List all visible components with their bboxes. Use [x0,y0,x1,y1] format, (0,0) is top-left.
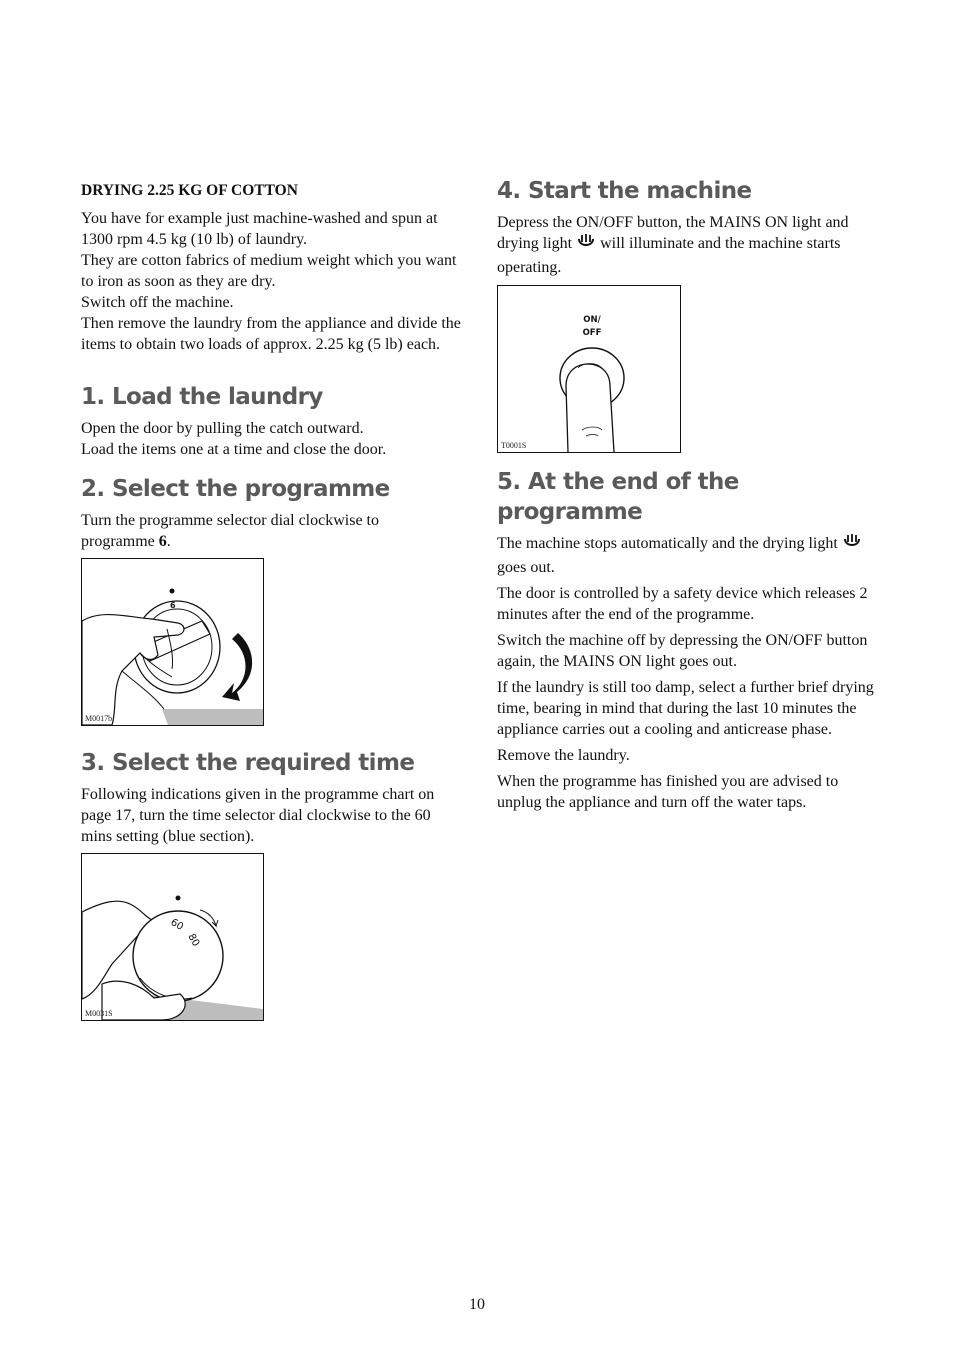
step4-heading: 4. Start the machine [497,178,752,204]
step2-text-before: Turn the programme selector dial clockwise to programme [81,512,379,550]
programme-dial-label: 6 [170,601,176,610]
time-dial-label-60: 60 [168,917,186,933]
step2-text-after: . [166,533,171,550]
time-dial-figure [81,853,264,1021]
button-label-on: ON/ [583,315,601,325]
drying-light-icon [842,533,862,557]
step1-heading: 1. Load the laundry [81,384,323,410]
step5-paragraph-6: When the programme has finished you are advised to unplug the appliance and turn off the water taps. [497,773,839,811]
right-column [497,176,879,813]
figure-code-t0001s: T0001S [501,441,527,450]
step4-text-after: will illuminate and the machine starts operating. [497,235,841,276]
on-off-button-illustration [498,286,680,452]
step5-paragraph-2: The door is controlled by a safety device which releases 2 minutes after the end of the programme. [497,585,868,623]
step4-text [497,212,879,278]
step5-paragraph-4: If the laundry is still too damp, select a further brief drying time, bearing in mind that during the last 10 minutes the appliance carries out a cooling and anticrease phase. [497,679,874,738]
left-column [81,182,461,1021]
step5-heading: 5. At the end of the programme [497,469,739,525]
time-dial-illustration [82,854,263,1020]
on-off-button-figure [497,285,681,453]
step5-paragraph-5: Remove the laundry. [497,747,630,764]
step5-p1-before: The machine stops automatically and the drying light [497,535,842,552]
step4-text-before: Depress the ON/OFF button, the MAINS ON light and drying light [497,214,849,252]
step3-text: Following indications given in the programme chart on page 17, turn the time selector dial clockwise to the 60 mins setting (blue section). [81,786,435,845]
step5-body [497,533,879,813]
page-number: 10 [469,1296,485,1313]
programme-dial-figure [81,558,264,726]
drying-light-icon [576,233,596,257]
figure-code-m0017b: M0017b [85,714,113,723]
step5-paragraph-3: Switch the machine off by depressing the ON/OFF button again, the MAINS ON light goes out. [497,632,868,670]
figure-code-m0031s: M0031S [85,1009,113,1018]
step5-p1-after: goes out. [497,559,555,576]
programme-dial-illustration [82,559,263,725]
time-dial-label-80: 80 [185,932,202,949]
button-label-off: OFF [582,328,602,338]
step2-programme-number: 6 [158,533,167,550]
intro-line-1: You have for example just machine-washed and spun at 1300 rpm 4.5 kg (10 lb) of laundry. [81,210,438,248]
intro-line-3: Switch off the machine. [81,294,234,311]
step2-heading: 2. Select the programme [81,476,390,502]
step2-text [81,510,421,552]
step1-line-1: Open the door by pulling the catch outward. [81,420,364,437]
step5-paragraph-1 [497,533,879,578]
intro-line-4: Then remove the laundry from the appliance and divide the items to obtain two loads of approx. 2.25 kg (5 lb) each. [81,315,461,353]
step3-heading: 3. Select the required time [81,750,415,776]
step1-line-2: Load the items one at a time and close the door. [81,441,387,458]
section-kicker: DRYING 2.25 KG OF COTTON [81,182,298,199]
intro-line-2: They are cotton fabrics of medium weight which you want to iron as soon as they are dry. [81,252,457,290]
